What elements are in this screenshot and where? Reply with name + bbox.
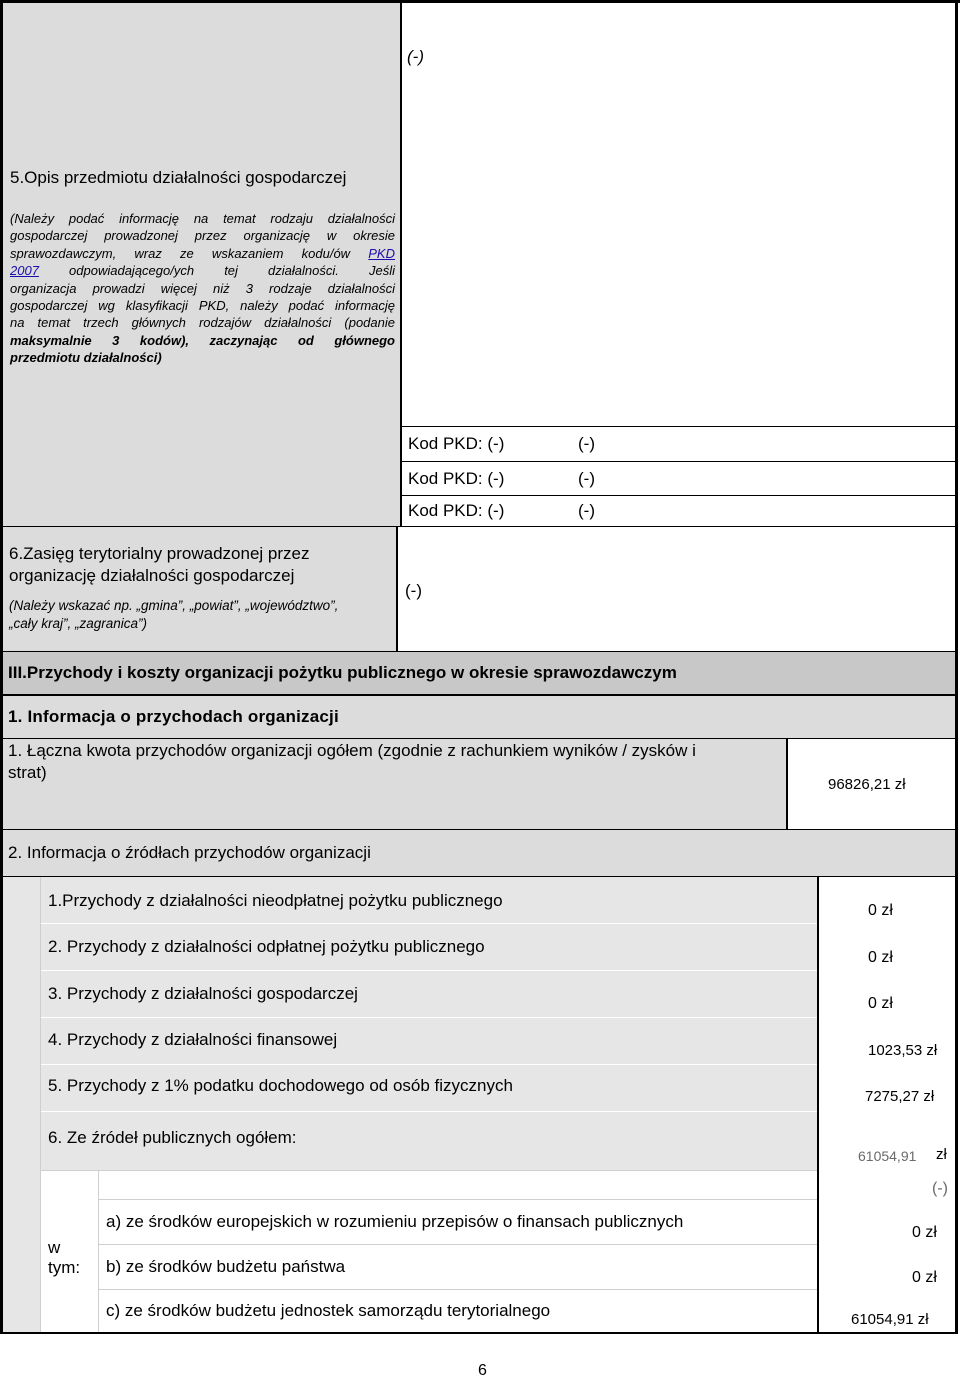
source-value: 0 zł: [868, 949, 893, 966]
desc-line: (Należy podać informację na temat rodzaju działalności: [10, 211, 395, 226]
public-total-label: 6. Ze źródeł publicznych ogółem:: [48, 1128, 297, 1147]
rule: [40, 923, 817, 924]
rule: [99, 1199, 817, 1200]
rule: [40, 1111, 817, 1112]
section3-header: III.Przychody i koszty organizacji pożytku publicznego w okresie sprawozdawczym: [8, 663, 677, 682]
rule: [99, 1244, 817, 1245]
pkd-label: Kod PKD: (-): [408, 501, 505, 520]
income-info-header: 1. Informacja o przychodach organizacji: [8, 707, 339, 726]
desc-line: przedmiotu działalności): [10, 350, 162, 366]
source-label: 5. Przychody z 1% podatku dochodowego od osób fizycznych: [48, 1076, 513, 1095]
rule: [0, 0, 3, 1334]
rule: [3, 738, 955, 739]
source-label: 1.Przychody z działalności nieodpłatnej pożytku publicznego: [48, 891, 503, 910]
rule: [40, 1170, 817, 1171]
desc-line: organizacja prowadzi więcej niż 3 rodzaje działalności: [10, 280, 395, 296]
pkd-value: (-): [578, 434, 595, 453]
rule: [40, 970, 817, 971]
section5-top-value: (-): [407, 47, 424, 66]
desc-line: na temat trzech głównych rodzajów działalności (podanie: [10, 315, 395, 331]
source-value: 0 zł: [868, 995, 893, 1012]
public-item-value: 0 zł: [912, 1224, 937, 1241]
rule: [3, 829, 955, 830]
sources-indent-column: [3, 877, 40, 1332]
rule: [3, 526, 955, 527]
source-value: 7275,27 zł: [865, 1088, 935, 1105]
rule: [786, 739, 788, 829]
public-item-value: 61054,91 zł: [851, 1311, 929, 1328]
section5-description: [10, 210, 395, 367]
source-label: 3. Przychody z działalności gospodarczej: [48, 984, 358, 1003]
pkd-link-year[interactable]: 2007: [10, 263, 39, 279]
rule: [40, 1017, 817, 1018]
desc-line: [10, 262, 395, 279]
public-total-currency: zł: [936, 1146, 947, 1163]
rule: [396, 527, 398, 651]
source-value: 1023,53 zł: [868, 1042, 938, 1059]
total-income-value: 96826,21 zł: [828, 776, 906, 793]
rule: [955, 0, 958, 1334]
rule: [402, 426, 955, 427]
rule: [3, 876, 955, 877]
public-item-value: 0 zł: [912, 1269, 937, 1286]
section5-value-cell: [402, 3, 955, 426]
section6-title-l1: 6.Zasięg terytorialny prowadzonej przez: [9, 544, 310, 563]
rule: [98, 1171, 99, 1332]
desc-line: gospodarczej wg klasyfikacji PKD, należy podać informację: [10, 298, 395, 314]
desc-line: [10, 245, 395, 262]
desc-line: gospodarczej prowadzonej przez organizację w okresie: [10, 228, 395, 244]
pkd-value: (-): [578, 469, 595, 488]
pkd-value: (-): [578, 501, 595, 520]
rule: [400, 3, 402, 526]
public-dash: (-): [932, 1180, 948, 1197]
section6-hint-l1: (Należy wskazać np. „gmina”, „powiat”, „województwo”,: [9, 598, 339, 613]
section6-value-cell: [398, 527, 955, 651]
section6-hint-l2: „cały kraj”, „zagranica”): [9, 616, 148, 631]
desc-text: odpowiadającego/ych tej działalności. Jeśli: [38, 263, 395, 279]
section5-title: 5.Opis przedmiotu działalności gospodarczej: [10, 168, 347, 187]
pkd-link[interactable]: PKD: [368, 245, 395, 261]
section6-title-l2: organizację działalności gospodarczej: [9, 566, 295, 585]
public-item-label: a) ze środków europejskich w rozumieniu przepisów o finansach publicznych: [106, 1212, 684, 1231]
rule: [40, 1064, 817, 1065]
w-tym-l2: tym:: [48, 1258, 81, 1277]
rule: [3, 694, 955, 696]
section5-spacer-cell: [3, 426, 400, 526]
rule: [40, 877, 41, 1332]
rule: [3, 651, 955, 652]
section6-value: (-): [405, 581, 422, 600]
desc-text: sprawozdawczym, wraz ze wskazaniem kodu/ów: [10, 245, 369, 261]
source-label: 4. Przychody z działalności finansowej: [48, 1030, 338, 1049]
rule: [0, 1332, 958, 1334]
w-tym-l1: w: [48, 1238, 61, 1257]
public-item-label: c) ze środków budżetu jednostek samorządu terytorialnego: [106, 1301, 551, 1320]
pkd-label: Kod PKD: (-): [408, 469, 505, 488]
rule: [817, 877, 819, 1332]
source-label: 2. Przychody z działalności odpłatnej pożytku publicznego: [48, 937, 485, 956]
total-income-label-l1: 1. Łączna kwota przychodów organizacji ogółem (zgodnie z rachunkiem wyników / zysków i: [8, 741, 696, 760]
total-income-label-l2: strat): [8, 763, 47, 782]
public-item-label: b) ze środków budżetu państwa: [106, 1257, 346, 1276]
income-sources-header: 2. Informacja o źródłach przychodów organizacji: [8, 843, 371, 862]
rule: [99, 1289, 817, 1290]
public-total-value: 61054,91: [858, 1148, 917, 1164]
pkd-label: Kod PKD: (-): [408, 434, 505, 453]
rule: [0, 0, 960, 3]
desc-line: maksymalnie 3 kodów), zaczynając od głównego: [10, 332, 395, 348]
source-value: 0 zł: [868, 902, 893, 919]
page-number: 6: [478, 1362, 487, 1379]
